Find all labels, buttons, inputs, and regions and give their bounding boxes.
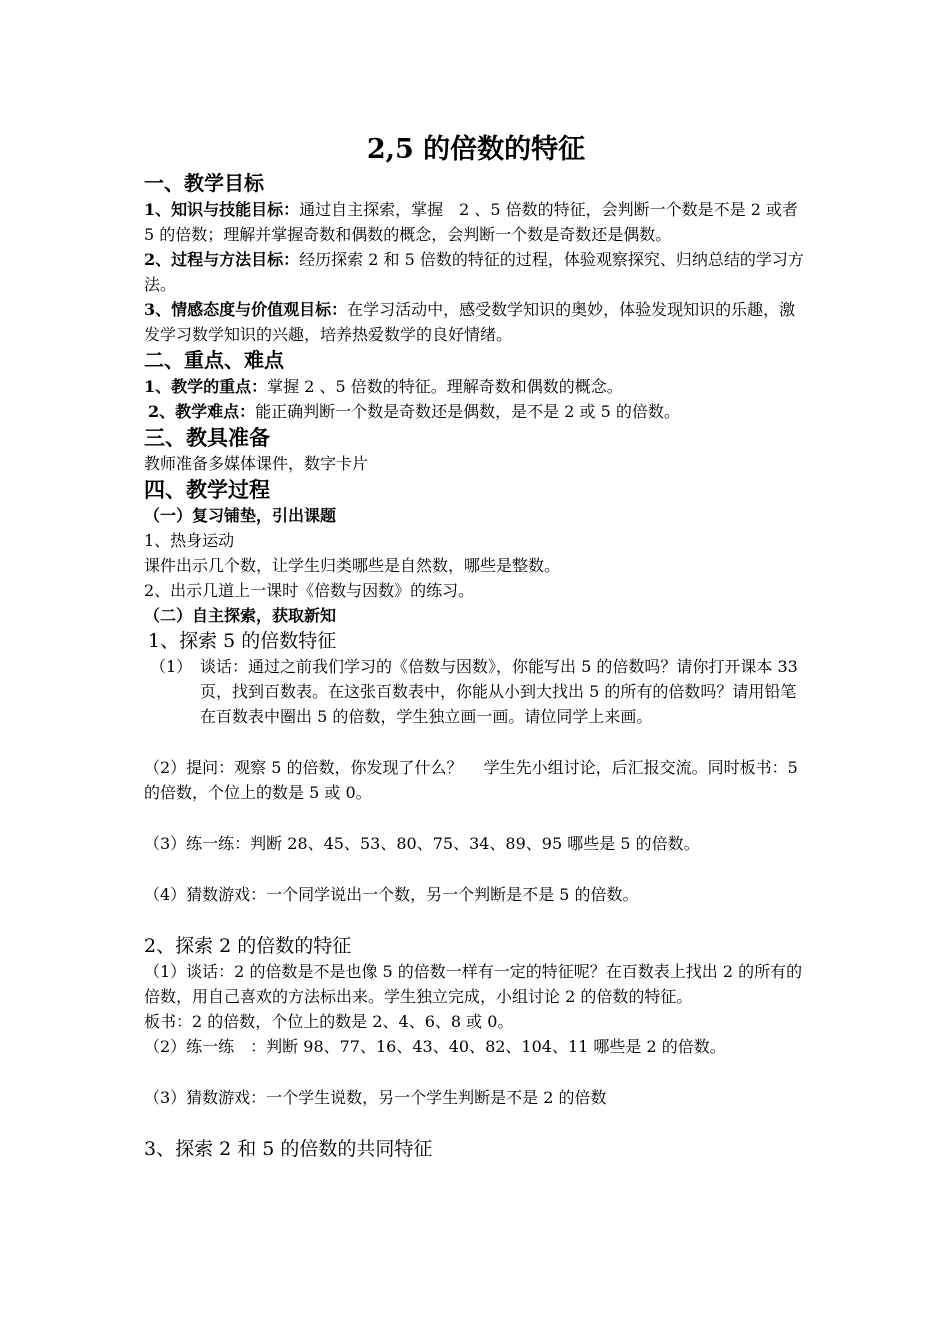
goal-process-label: 2、过程与方法目标： <box>144 250 300 269</box>
key-point-text: 掌握 2 、5 倍数的特征。理解奇数和偶数的概念。 <box>267 377 623 396</box>
goal-knowledge <box>144 197 808 247</box>
difficult-point-label: 2、教学难点： <box>148 402 256 421</box>
heading-explore-5: 1、探索 5 的倍数特征 <box>148 630 337 652</box>
section-heading-materials: 三、教具准备 <box>144 425 270 450</box>
goal-attitude-label: 3、情感态度与价值观目标： <box>144 300 348 319</box>
section-heading-key-points: 二、重点、难点 <box>144 348 284 372</box>
document-body <box>144 132 808 1162</box>
heading-explore-2-and-5: 3、探索 2 和 5 的倍数的共同特征 <box>144 1138 433 1160</box>
section-heading-goals: 一、教学目标 <box>144 171 264 195</box>
explore-5-step-2: （2）提问：观察 5 的倍数，你发现了什么？ 学生先小组讨论，后汇报交流。同时板书：5 的倍数，个位上的数是 5 或 0。 <box>144 758 798 802</box>
difficult-point <box>144 399 808 424</box>
explore-5-step-4: （4）猜数游戏：一个同学说出一个数，另一个判断是不是 5 的倍数。 <box>144 885 639 904</box>
section-heading-process: 四、教学过程 <box>144 477 270 502</box>
difficult-point-text: 能正确判断一个数是奇数还是偶数，是不是 2 或 5 的倍数。 <box>255 402 680 421</box>
key-point <box>144 374 808 399</box>
goal-attitude <box>144 297 808 347</box>
step-1-text: 谈话：通过之前我们学习的《倍数与因数》，你能写出 5 的倍数吗？请你打开课本 33 页，找到百数表。在这张百数表中，你能从小到大找出 5 的所有的倍数吗？请用铅笔在百数表中圈出 5 的倍数，学生独立画一画。请位同学上来画。 <box>200 657 798 726</box>
review-line-1: 1、热身运动 <box>144 531 235 550</box>
step-1-number: （1） <box>150 657 193 676</box>
explore-2-step-1: （1）谈话：2 的倍数是不是也像 5 的倍数一样有一定的特征呢？在百数表上找出 2 的所有的倍数，用自己喜欢的方法标出来。学生独立完成，小组讨论 2 的倍数的特征。 <box>144 962 803 1006</box>
explore-2-step-3: （3）猜数游戏：一个学生说数，另一个学生判断是不是 2 的倍数 <box>144 1088 607 1107</box>
subheading-explore: （二）自主探索，获取新知 <box>144 606 337 625</box>
explore-2-step-2: （2）练一练 ：判断 98、77、16、43、40、82、104、11 哪些是 2 的倍数。 <box>144 1037 726 1056</box>
goal-process <box>144 247 808 297</box>
explore-5-step-1 <box>144 654 808 729</box>
materials-text: 教师准备多媒体课件，数字卡片 <box>144 454 369 473</box>
goal-knowledge-label: 1、知识与技能目标： <box>144 200 300 219</box>
explore-2-board: 板书：2 的倍数，个位上的数是 2、4、6、8 或 0。 <box>144 1012 514 1031</box>
page-title: 2,5 的倍数的特征 <box>366 134 586 165</box>
review-line-3: 2、出示几道上一课时《倍数与因数》的练习。 <box>144 581 475 600</box>
subheading-review: （一）复习铺垫，引出课题 <box>144 506 337 525</box>
explore-5-step-3: （3）练一练：判断 28、45、53、80、75、34、89、95 哪些是 5 的倍数。 <box>144 834 700 853</box>
key-point-label: 1、教学的重点： <box>144 377 268 396</box>
goal-attitude-text: 在学习活动中，感受数学知识的奥妙，体验发现知识的乐趣，激发学习数学知识的兴趣，培养热爱数学的良好情绪。 <box>144 300 796 344</box>
review-line-2: 课件出示几个数，让学生归类哪些是自然数，哪些是整数。 <box>144 556 561 575</box>
goal-process-text: 经历探索 2 和 5 倍数的特征的过程，体验观察探究、归纳总结的学习方法。 <box>144 250 804 294</box>
goal-knowledge-text: 通过自主探索，掌握 2 、5 倍数的特征，会判断一个数是不是 2 或者 5 的倍数；理解并掌握奇数和偶数的概念，会判断一个数是奇数还是偶数。 <box>144 200 799 244</box>
heading-explore-2: 2、探索 2 的倍数的特征 <box>144 935 352 957</box>
